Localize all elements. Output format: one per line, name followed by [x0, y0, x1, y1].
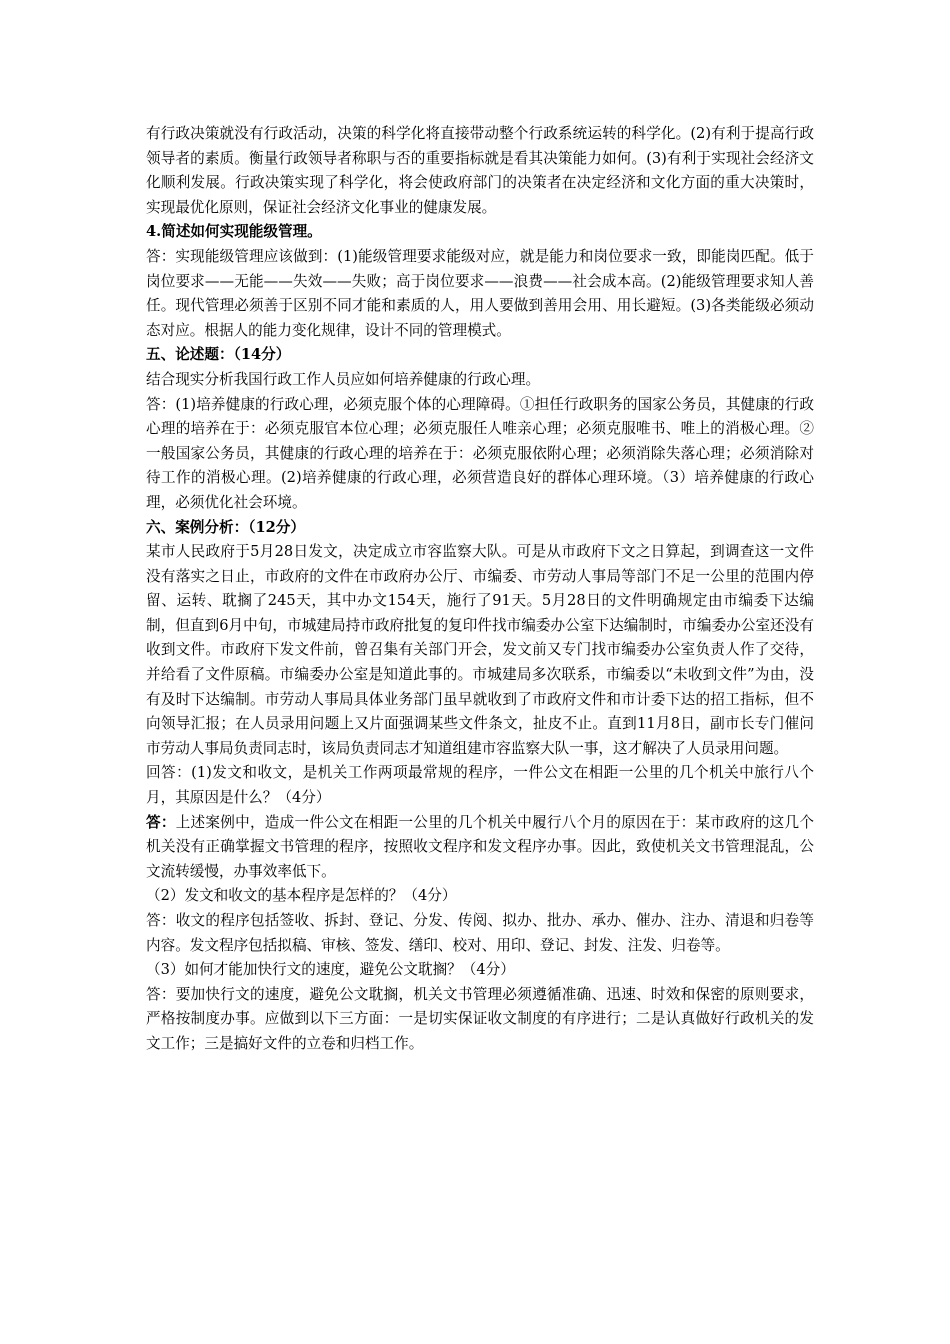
case-answer-3: 答：要加快行文的速度，避免公文耽搁，机关文书管理必须遵循准确、迅速、时效和保密的原则要求，严格按制度办事。应做到以下三方面：一是切实保证收文制度的有序进行；二是认真做好行政机关的发文工作；三是搞好文件的立卷和归档工作。 — [146, 985, 814, 1052]
case-question-3: （3）如何才能加快行文的速度，避免公文耽搁？（4分） — [146, 961, 515, 979]
answer-prefix: 答： — [146, 813, 176, 831]
question-heading-4: 4.简述如何实现能级管理。 — [146, 223, 322, 241]
section-heading-essay: 五、论述题：（14分） — [146, 346, 291, 364]
section-heading-case-analysis: 六、案例分析：（12分） — [146, 518, 305, 536]
case-question-1: 回答：(1)发文和收文，是机关工作两项最常规的程序，一件公文在相距一公里的几个机关中旅行八个月，其原因是什么？（4分） — [146, 764, 814, 807]
paragraph-decision-benefits: 有行政决策就没有行政活动，决策的科学化将直接带动整个行政系统运转的科学化。(2)有利于提高行政领导者的素质。衡量行政领导者称职与否的重要指标就是看其决策能力如何。(3)有利于实现社会经济文化顺利发展。行政决策实现了科学化，将会使政府部门的决策者在决定经济和文化方面的重大决策时，实现最优化原则，保证社会经济文化事业的健康发展。 — [146, 125, 814, 216]
case-answer-2: 答：收文的程序包括签收、拆封、登记、分发、传阅、拟办、批办、承办、催办、注办、清退和归卷等内容。发文程序包括拟稿、审核、签发、缮印、校对、用印、登记、封发、注发、归卷等。 — [146, 912, 814, 954]
case-answer-1 — [146, 811, 814, 885]
document-page — [146, 122, 814, 1057]
answer-ability-level-management: 答：实现能级管理应该做到：(1)能级管理要求能级对应，就是能力和岗位要求一致，即能岗匹配。低于岗位要求——无能——失效——失败；高于岗位要求——浪费——社会成本高。(2)能级管理要求知人善任。现代管理必须善于区别不同才能和素质的人，用人要做到善用会用、用长避短。(3)各类能级必须动态对应。根据人的能力变化规律，设计不同的管理模式。 — [146, 247, 814, 339]
case-description: 某市人民政府于5月28日发文，决定成立市容监察大队。可是从市政府下文之日算起，到调查这一文件没有落实之日止，市政府的文件在市政府办公厅、市编委、市劳动人事局等部门不足一公里的范围内停留、运转、耽搁了245天，其中办文154天，施行了91天。5月28日的文件明确规定由市编委下达编制，但直到6月中旬，市城建局持市政府批复的复印件找市编委办公室下达编制时，市编委办公室还没有收到文件。市政府下发文件前，曾召集有关部门开会，发文前又专门找市编委办公室负责人作了交待，并给看了文件原稿。市编委办公室是知道此事的。市城建局多次联系，市编委以“未收到文件”为由，没有及时下达编制。市劳动人事局具体业务部门虽早就收到了市政府文件和市计委下达的招工指标，但不向领导汇报；在人员录用问题上又片面强调某些文件条文，扯皮不止。直到11月8日，副市长专门催问市劳动人事局负责同志时，该局负责同志才知道组建市容监察大队一事，这才解决了人员录用问题。 — [146, 543, 814, 757]
essay-answer: 答：(1)培养健康的行政心理，必须克服个体的心理障碍。①担任行政职务的国家公务员，其健康的行政心理的培养在于：必须克服官本位心理；必须克服任人唯亲心理；必须克服唯书、唯上的消极心理。②一般国家公务员，其健康的行政心理的培养在于：必须克服依附心理；必须消除失落心理；必须消除对待工作的消极心理。(2)培养健康的行政心理，必须营造良好的群体心理环境。（3）培养健康的行政心理，必须优化社会环境。 — [146, 395, 814, 511]
case-question-2: （2）发文和收文的基本程序是怎样的？（4分） — [146, 887, 457, 905]
essay-question: 结合现实分析我国行政工作人员应如何培养健康的行政心理。 — [146, 370, 541, 388]
case-answer-1-text: 上述案例中，造成一件公文在相距一公里的几个机关中履行八个月的原因在于：某市政府的这几个机关没有正确掌握文书管理的程序，按照收文程序和发文程序办事。因此，致使机关文书管理混乱，公文流转缓慢，办事效率低下。 — [146, 813, 814, 880]
